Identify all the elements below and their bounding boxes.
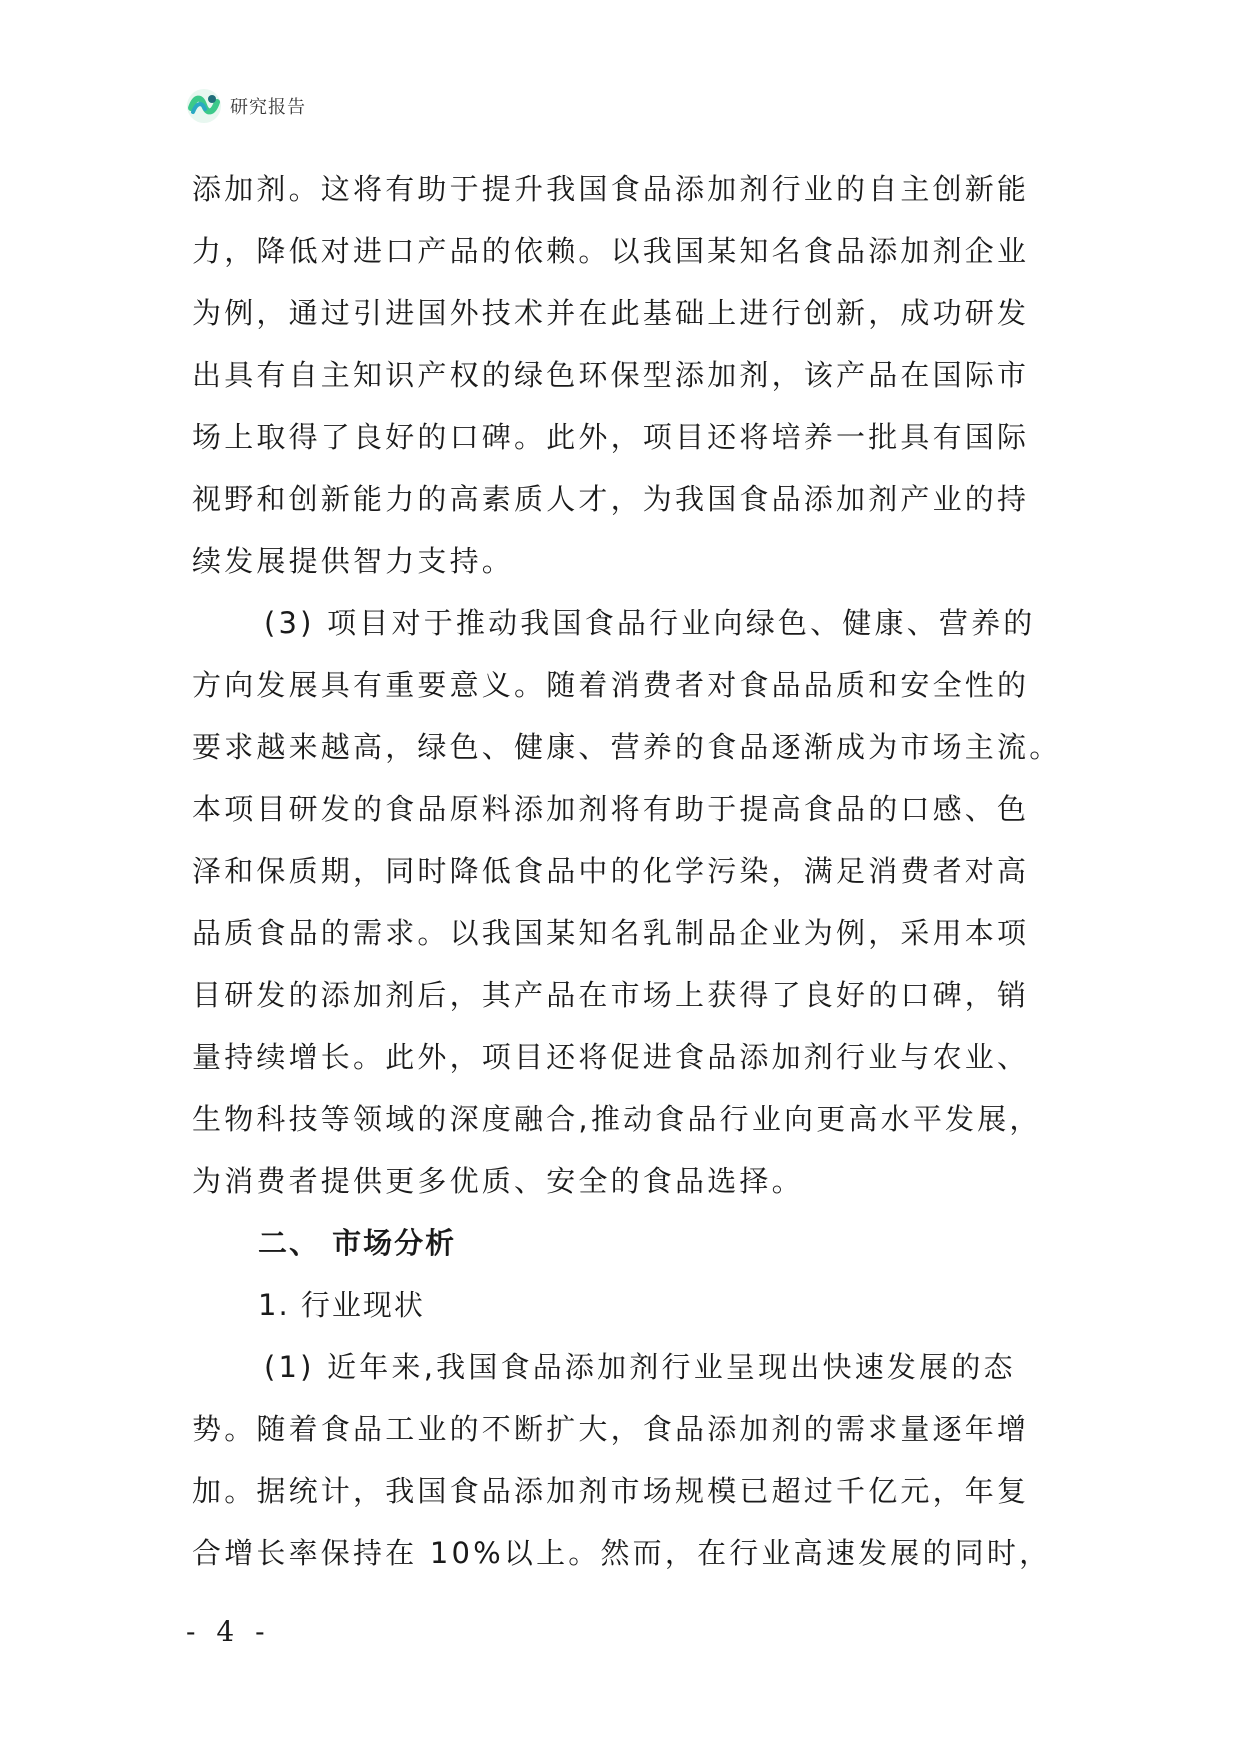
header-title: 研究报告 xyxy=(230,97,306,118)
text-line: 目研发的添加剂后，其产品在市场上获得了良好的口碑，销 xyxy=(192,978,1030,1012)
report-logo-icon xyxy=(186,88,222,124)
page-number: - 4 - xyxy=(186,1615,271,1648)
text-line: 合增长率保持在 10%以上。然而，在行业高速发展的同时， xyxy=(192,1536,1052,1570)
text-line: 力，降低对进口产品的依赖。以我国某知名食品添加剂企业 xyxy=(192,234,1030,268)
text-line: 加。据统计，我国食品添加剂市场规模已超过千亿元，年复 xyxy=(192,1474,1030,1508)
text-line: 续发展提供智力支持。 xyxy=(192,544,515,578)
text-line: 生物科技等领域的深度融合,推动食品行业向更高水平发展， xyxy=(192,1102,1042,1136)
text-line: 为消费者提供更多优质、安全的食品选择。 xyxy=(192,1164,804,1198)
text-line: 方向发展具有重要意义。随着消费者对食品品质和安全性的 xyxy=(192,668,1030,702)
text-line: 场上取得了良好的口碑。此外，项目还将培养一批具有国际 xyxy=(192,420,1030,454)
paragraph xyxy=(192,158,1054,592)
subsection-heading: 1. 行业现状 xyxy=(258,1288,425,1322)
paragraph xyxy=(192,1336,1054,1584)
text-line: (3) 项目对于推动我国食品行业向绿色、健康、营养的 xyxy=(264,606,1036,640)
text-line: 量持续增长。此外，项目还将促进食品添加剂行业与农业、 xyxy=(192,1040,1030,1074)
text-line: 出具有自主知识产权的绿色环保型添加剂，该产品在国际市 xyxy=(192,358,1030,392)
page-header xyxy=(186,86,306,126)
document-body xyxy=(192,158,1062,1584)
text-line: 本项目研发的食品原料添加剂将有助于提高食品的口感、色 xyxy=(192,792,1030,826)
text-line: 泽和保质期，同时降低食品中的化学污染，满足消费者对高 xyxy=(192,854,1030,888)
paragraph xyxy=(192,592,1062,1212)
section-heading: 二、 市场分析 xyxy=(258,1226,457,1260)
text-line: (1) 近年来,我国食品添加剂行业呈现出快速发展的态 xyxy=(264,1350,1016,1384)
text-line: 视野和创新能力的高素质人才，为我国食品添加剂产业的持 xyxy=(192,482,1030,516)
text-line: 添加剂。这将有助于提升我国食品添加剂行业的自主创新能 xyxy=(192,172,1030,206)
text-line: 为例，通过引进国外技术并在此基础上进行创新，成功研发 xyxy=(192,296,1030,330)
text-line: 势。随着食品工业的不断扩大，食品添加剂的需求量逐年增 xyxy=(192,1412,1030,1446)
text-line: 要求越来越高，绿色、健康、营养的食品逐渐成为市场主流。 xyxy=(192,730,1062,764)
text-line: 品质食品的需求。以我国某知名乳制品企业为例，采用本项 xyxy=(192,916,1030,950)
